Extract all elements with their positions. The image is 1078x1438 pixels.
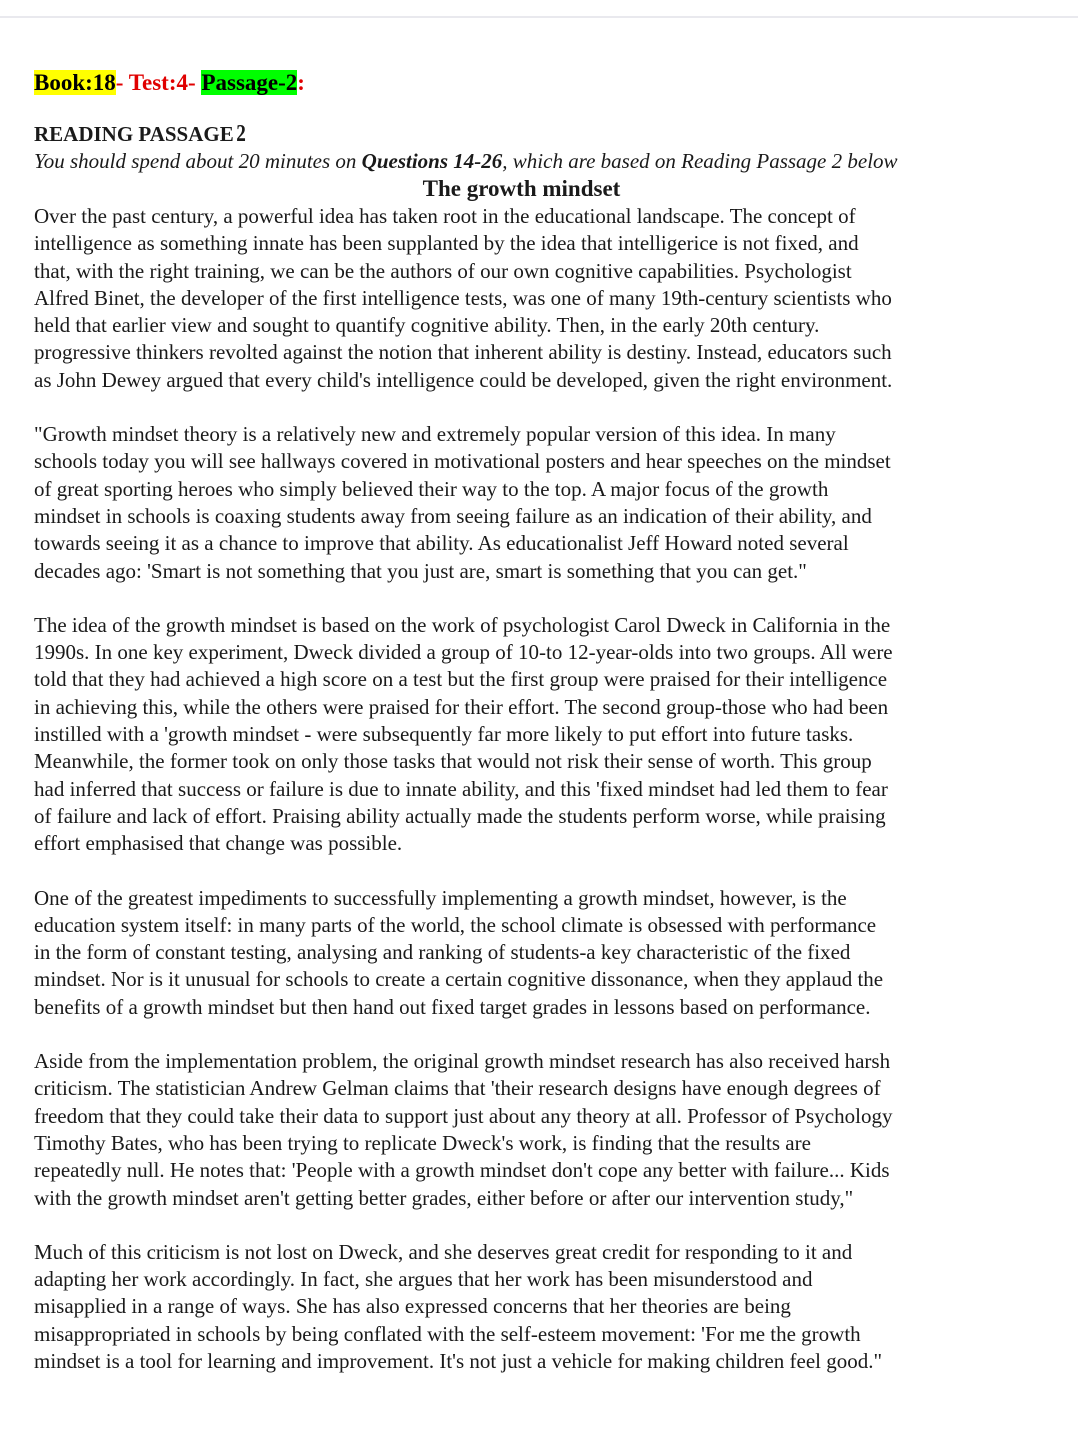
paragraph-line: criticism. The statistician Andrew Gelman claims that 'their research designs have enough degrees of [34, 1076, 881, 1101]
paragraph-line: misapplied in a range of ways. She has also expressed concerns that her theories are being [34, 1294, 791, 1319]
paragraph-line: benefits of a growth mindset but then hand out fixed target grades in lessons based on performance. [34, 994, 871, 1019]
book-label: Book:18 [34, 70, 116, 95]
paragraph-line: schools today you will see hallways covered in motivational posters and hear speeches on the mindset [34, 449, 891, 474]
paragraph-line: effort emphasised that change was possible. [34, 831, 403, 856]
paragraph-line: mindset. Nor is it unusual for schools to create a certain cognitive dissonance, when they applaud the [34, 967, 884, 992]
instructions-questions: Questions 14-26 [361, 149, 503, 173]
reading-passage-heading [34, 120, 1009, 148]
paragraph-line: held that earlier view and sought to quantify cognitive ability. Then, in the early 20th century. [34, 313, 820, 338]
paragraph-line: decades ago: 'Smart is not something that you just are, smart is something that you can get." [34, 558, 807, 583]
paragraph-line: freedom that they could take their data to support just about any theory at all. Professor of Psychology [34, 1103, 893, 1128]
paragraph-line: of great sporting heroes who simply believed their way to the top. A major focus of the growth [34, 476, 829, 501]
instructions [34, 148, 1009, 175]
paragraph-line: One of the greatest impediments to successfully implementing a growth mindset, however, is the [34, 885, 847, 910]
paragraph [34, 203, 1009, 394]
paragraph-line: intelligence as something innate has been supplanted by the idea that intelligerice is not fixed, and [34, 231, 859, 256]
paragraph-line: Aside from the implementation problem, the original growth mindset research has also received harsh [34, 1049, 891, 1074]
paragraph [34, 421, 1009, 585]
top-divider [0, 16, 1078, 18]
header-separator: - [115, 70, 129, 95]
handwritten-passage-number: 2 [235, 121, 246, 147]
paragraph-line: of failure and lack of effort. Praising ability actually made the students perform worse, while praising [34, 803, 886, 828]
paragraph-line: Alfred Binet, the developer of the first intelligence tests, was one of many 19th-century scientists who [34, 285, 892, 310]
paragraph-line: progressive thinkers revolted against the notion that inherent ability is destiny. Instead, educators such [34, 340, 892, 365]
paragraph-line: "Growth mindset theory is a relatively new and extremely popular version of this idea. In many [34, 422, 836, 447]
paragraph-line: told that they had achieved a high score on a test but the first group were praised for their intelligence [34, 667, 888, 692]
paragraph-line: as John Dewey argued that every child's intelligence could be developed, given the right environment. [34, 367, 893, 392]
paragraph [34, 1239, 1009, 1375]
instructions-text-start: You should spend about 20 minutes on [34, 149, 362, 173]
paragraph-line: Timothy Bates, who has been trying to replicate Dweck's work, is finding that the results are [34, 1130, 811, 1155]
paragraph-line: instilled with a 'growth mindset - were subsequently far more likely to put effort into future tasks. [34, 722, 854, 747]
paragraph-line: misappropriated in schools by being conflated with the self-esteem movement: 'For me the growth [34, 1321, 861, 1346]
paragraph-line: with the growth mindset aren't getting better grades, either before or after our intervention study," [34, 1185, 854, 1210]
passage-body [34, 203, 1009, 1375]
book-header [34, 66, 1009, 100]
instructions-text-end: , which are based on Reading Passage 2 below [502, 149, 898, 173]
paragraph-line: had inferred that success or failure is due to innate ability, and this 'fixed mindset had led them to fear [34, 776, 888, 801]
paragraph-line: The idea of the growth mindset is based on the work of psychologist Carol Dweck in California in the [34, 612, 891, 637]
reading-passage-label: READING PASSAGE [34, 122, 234, 146]
paragraph-line: Meanwhile, the former took on only those tasks that would not risk their sense of worth. This group [34, 749, 872, 774]
paragraph [34, 1048, 1009, 1212]
header-separator: - [188, 70, 202, 95]
passage-label: Passage-2 [201, 70, 298, 95]
paragraph-line: that, with the right training, we can be the authors of our own cognitive capabilities. Psychologist [34, 258, 852, 283]
paragraph-line: Over the past century, a powerful idea has taken root in the educational landscape. The concept of [34, 204, 856, 228]
paragraph-line: repeatedly null. He notes that: 'People with a growth mindset don't cope any better with failure... Kids [34, 1158, 890, 1183]
document-page [34, 66, 1009, 1402]
paragraph [34, 885, 1009, 1021]
paragraph-line: in the form of constant testing, analysing and ranking of students-a key characteristic of the fixed [34, 940, 851, 965]
paragraph-line: mindset is a tool for learning and improvement. It's not just a vehicle for making children feel good." [34, 1348, 883, 1373]
paragraph [34, 612, 1009, 858]
paragraph-line: education system itself: in many parts of the world, the school climate is obsessed with performance [34, 912, 877, 937]
paragraph-line: in achieving this, while the others were praised for their effort. The second group-those who had been [34, 694, 889, 719]
paragraph-line: Much of this criticism is not lost on Dweck, and she deserves great credit for responding to it and [34, 1239, 853, 1264]
header-colon: : [297, 70, 305, 95]
paragraph-line: mindset in schools is coaxing students away from seeing failure as an indication of their ability, and [34, 503, 872, 528]
paragraph-line: towards seeing it as a chance to improve that ability. As educationalist Jeff Howard noted several [34, 531, 849, 556]
paragraph-line: adapting her work accordingly. In fact, she argues that her work has been misunderstood and [34, 1267, 813, 1292]
passage-title: The growth mindset [422, 176, 621, 201]
test-label: Test:4 [128, 70, 189, 95]
paragraph-line: 1990s. In one key experiment, Dweck divided a group of 10-to 12-year-olds into two groups. All were [34, 640, 893, 665]
